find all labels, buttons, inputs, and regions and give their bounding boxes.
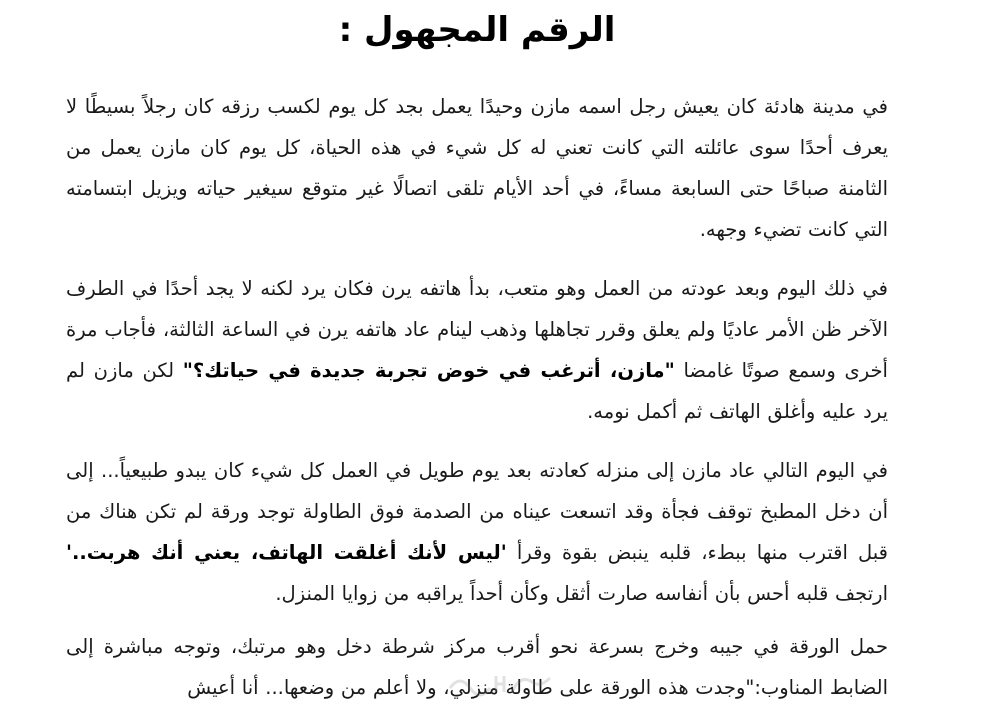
paragraph-text: في اليوم التالي عاد مازن إلى منزله كعادته بعد يوم طويل في العمل كل شيء كان يبدو طبيعياً... إلى أن دخل المطبخ توقف فجأة وقد اتسعت عيناه من الصدمة فوق الطاولة توجد ورقة لم تكن هناك من قبل اقترب منها ببطء، قلبه ينبض بقوة وقرأ	[66, 459, 889, 564]
paragraph-text: ارتجف قلبه أحس بأن أنفاسه صارت أثقل وكأن أحداً يراقبه من زوايا المنزل.	[275, 582, 888, 605]
bold-quote: "مازن، أترغب في خوض تجربة جديدة في حياتك؟"	[182, 359, 675, 382]
paragraph-text: لكن مازن لم يرد عليه وأغلق الهاتف ثم أكمل نومه.	[66, 359, 888, 423]
paragraph-2	[66, 268, 888, 432]
paragraph-3	[66, 450, 888, 614]
paragraph-text: في مدينة هادئة كان يعيش رجل اسمه مازن وحيدًا يعمل بجد كل يوم لكسب رزقه كان رجلاً بسيطًا لا يعرف أحدًا سوى عائلته التي كانت تعني له كل شيء في هذه الحياة، كل يوم كان مازن يعمل من الثامنة صباحًا حتى السابعة مساءً، في أحد الأيام تلقى اتصالًا غير متوقع سيغير حياته ويزيل ابتسامته التي كانت تضيء وجهه.	[66, 95, 888, 241]
paragraph-text: حمل الورقة في جيبه وخرج بسرعة نحو أقرب مركز شرطة دخل وهو مرتبك، وتوجه مباشرة إلى الضابط المناوب:"وجدت هذه الورقة على طاولة منزلي، ولا أعلم من وضعها... أنا أعيش	[66, 635, 888, 699]
site-logo-icon	[440, 668, 560, 698]
bold-quote: 'ليس لأنك أغلقت الهاتف، يعني أنك هربت..'	[66, 541, 507, 564]
article	[66, 0, 888, 714]
paragraph-1	[66, 86, 888, 250]
paragraph-text: في ذلك اليوم وبعد عودته من العمل وهو متعب، بدأ هاتفه يرن فكان يرد لكنه لا يجد أحدًا في الطرف الآخر ظن الأمر عاديًا ولم يعلق وقرر تجاهلها وذهب لينام عاد هاتفه يرن في الساعة الثالثة، فأجاب مرة أخرى وسمع صوتًا غامضا	[66, 277, 888, 382]
page-title: الرقم المجهول :	[338, 10, 616, 50]
